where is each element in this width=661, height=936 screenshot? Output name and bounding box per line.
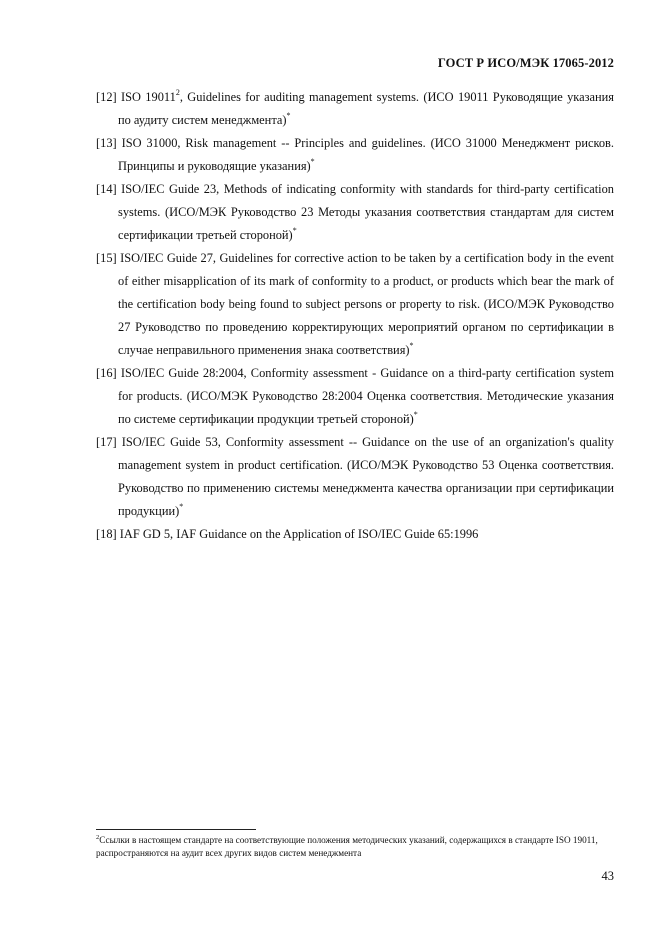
footnote [96,834,616,860]
reference-text: ISO/IEC Guide 28:2004, Conformity assessment - Guidance on a third-party certification system for products. (ИСО/МЭК Руководство 28:2004 Оценка соответствия. Методические указания по системе сертификации продукции третьей стороной) [118,366,614,426]
reference-item-16 [96,362,614,431]
footnote-marker: 2 [175,88,180,97]
asterisk-mark: * [292,226,297,235]
reference-number: [15] [96,251,117,265]
reference-text: ISO 31000, Risk management -- Principles and guidelines. (ИСО 31000 Менеджмент рисков. Принципы и руководящие указания) [118,136,614,173]
asterisk-mark: * [179,502,184,511]
reference-number: [17] [96,435,117,449]
asterisk-mark: * [286,111,291,120]
reference-item-17 [96,431,614,523]
reference-text-continued: , Guidelines for auditing management systems. (ИСО 19011 Руководящие указания по аудиту систем менеджмента) [118,90,614,127]
reference-item-12 [96,86,614,132]
reference-text: ISO/IEC Guide 53, Conformity assessment -- Guidance on the use of an organization's quality management system in product certification. (ИСО/МЭК Руководство 53 Оценка соответствия. Руководство по применению системы менеджмента качества организации при сертификации продукции) [118,435,614,518]
asterisk-mark: * [409,341,414,350]
document-standard-header: ГОСТ Р ИСО/МЭК 17065-2012 [437,56,614,70]
asterisk-mark: * [310,157,315,166]
reference-number: [12] [96,90,117,104]
reference-text: ISO/IEC Guide 23, Methods of indicating conformity with standards for third-party certification systems. (ИСО/МЭК Руководство 23 Методы указания соответствия стандартам для систем сертификации третьей стороной) [118,182,614,242]
page-number: 43 [601,869,614,883]
reference-text: ISO/IEC Guide 27, Guidelines for corrective action to be taken by a certification body in the event of either misapplication of its mark of conformity to a product, or products which bear the mark of the certification body being found to subject persons or property to risk. (ИСО/МЭК Руководство 27 Руководство по проведению корректирующих мероприятий органом по сертификации в случае неправильного применения знака соответствия) [118,251,614,357]
reference-item-15 [96,247,614,362]
reference-item-18 [96,523,614,546]
reference-item-14 [96,178,614,247]
footnote-separator [96,829,256,830]
reference-text: IAF GD 5, IAF Guidance on the Application of ISO/IEC Guide 65:1996 [119,527,479,541]
reference-number: [16] [96,366,117,380]
reference-number: [18] [96,527,117,541]
asterisk-mark: * [413,410,418,419]
reference-number: [13] [96,136,117,150]
reference-item-13 [96,132,614,178]
footnote-marker: 2 [96,834,100,841]
footnote-text: Ссылки в настоящем стандарте на соответствующие положения методических указаний, содержащихся в стандарте ISO 19011, распространяются на аудит всех других видов систем менеджмента [96,835,598,858]
reference-text: ISO 19011 [121,90,176,104]
reference-number: [14] [96,182,117,196]
bibliography-list [96,86,614,546]
